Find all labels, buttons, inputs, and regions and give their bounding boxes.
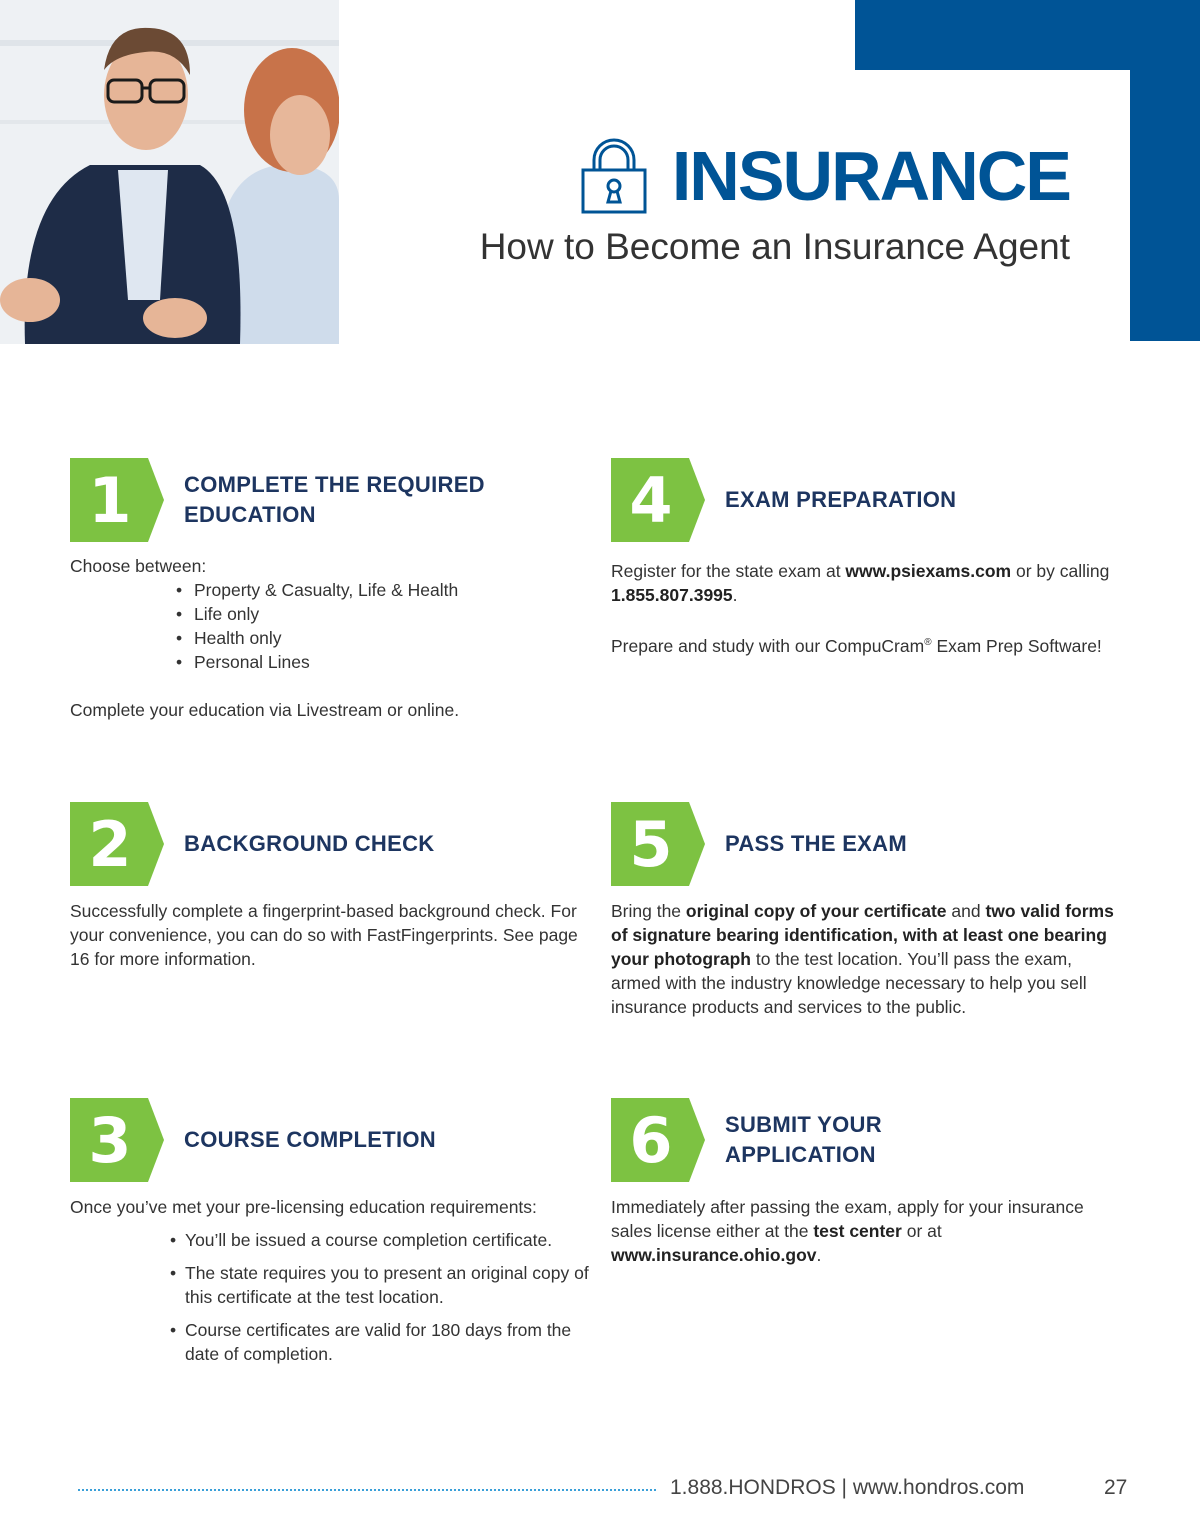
step-badge [611,802,705,886]
step-number: 2 [88,807,132,881]
step-body [70,554,590,722]
header-accent-bar [855,0,1200,70]
page-number: 27 [1104,1476,1128,1499]
step-number: 5 [629,807,673,881]
step-badge [611,1098,705,1182]
list-item: • You’ll be issued a course completion certificate. [170,1228,590,1252]
step-badge [70,802,164,886]
step-body [611,559,1131,658]
step-6 [611,1098,1131,1267]
step-intro: Choose between: [70,556,207,576]
step-badge [70,1098,164,1182]
step-badge [611,458,705,542]
step-title: SUBMIT YOUR APPLICATION [725,1112,882,1167]
page-subtitle: How to Become an Insurance Agent [479,226,1070,267]
course-completion-list [70,1228,590,1366]
step-intro: Once you’ve met your pre-licensing education requirements: [70,1197,537,1217]
list-item: • The state requires you to present an original copy of this certificate at the test location. [170,1261,590,1309]
step-3 [70,1098,590,1366]
step-body [611,899,1126,1019]
ohio-insurance-link[interactable]: www.insurance.ohio.gov [611,1245,817,1265]
header-accent-side [1130,70,1200,341]
step-title: PASS THE EXAM [725,831,907,856]
page-title: INSURANCE [671,137,1070,215]
step-body [611,1195,1091,1267]
step-number: 6 [629,1103,673,1177]
footer-divider [78,1489,656,1491]
step-2 [70,802,590,971]
step-body [70,1195,590,1366]
step-number: 1 [88,463,132,537]
header-photo [0,0,339,344]
step-outro: Complete your education via Livestream or online. [70,700,460,720]
step-body [70,899,585,971]
step-5 [611,802,1131,1019]
list-item: • Course certificates are valid for 180 days from the date of completion. [170,1318,590,1366]
step-text: Bring the original copy of your certificate and two valid forms of signature bearing identification, with at least one bearing your photograph to the test location. You’ll pass the exam, armed with the industry knowledge necessary to help you sell insurance products and services to the public. [611,901,1114,1017]
step-text: Successfully complete a fingerprint-based background check. For your convenience, you can do so with FastFingerprints. See page 16 for more information. [70,901,578,969]
footer-contact: 1.888.HONDROS | www.hondros.com [670,1476,1025,1499]
step-text: Immediately after passing the exam, apply for your insurance sales license either at the test center or at www.insurance.ohio.gov. [611,1197,1084,1265]
lock-icon [580,138,648,214]
step-title: COURSE COMPLETION [184,1127,436,1152]
step-number: 3 [88,1103,132,1177]
list-item: • Life only [176,602,590,626]
step-number: 4 [629,463,673,537]
exam-prep-text: Prepare and study with our CompuCram® Exam Prep Software! [611,635,1102,656]
exam-register-text: Register for the state exam at www.psiexams.com or by calling 1.855.807.3995. [611,561,1110,605]
list-item: • Personal Lines [176,650,590,674]
step-badge [70,458,164,542]
exam-website[interactable]: www.psiexams.com [845,561,1012,581]
header-title-row [580,138,1070,214]
step-title: COMPLETE THE REQUIRED EDUCATION [184,472,485,527]
step-1 [70,458,590,722]
education-options-list [70,578,590,674]
step-4 [611,458,1131,658]
exam-phone: 1.855.807.3995 [611,585,733,605]
list-item: • Health only [176,626,590,650]
step-title: BACKGROUND CHECK [184,831,435,856]
list-item: • Property & Casualty, Life & Health [176,578,590,602]
step-title: EXAM PREPARATION [725,487,957,512]
